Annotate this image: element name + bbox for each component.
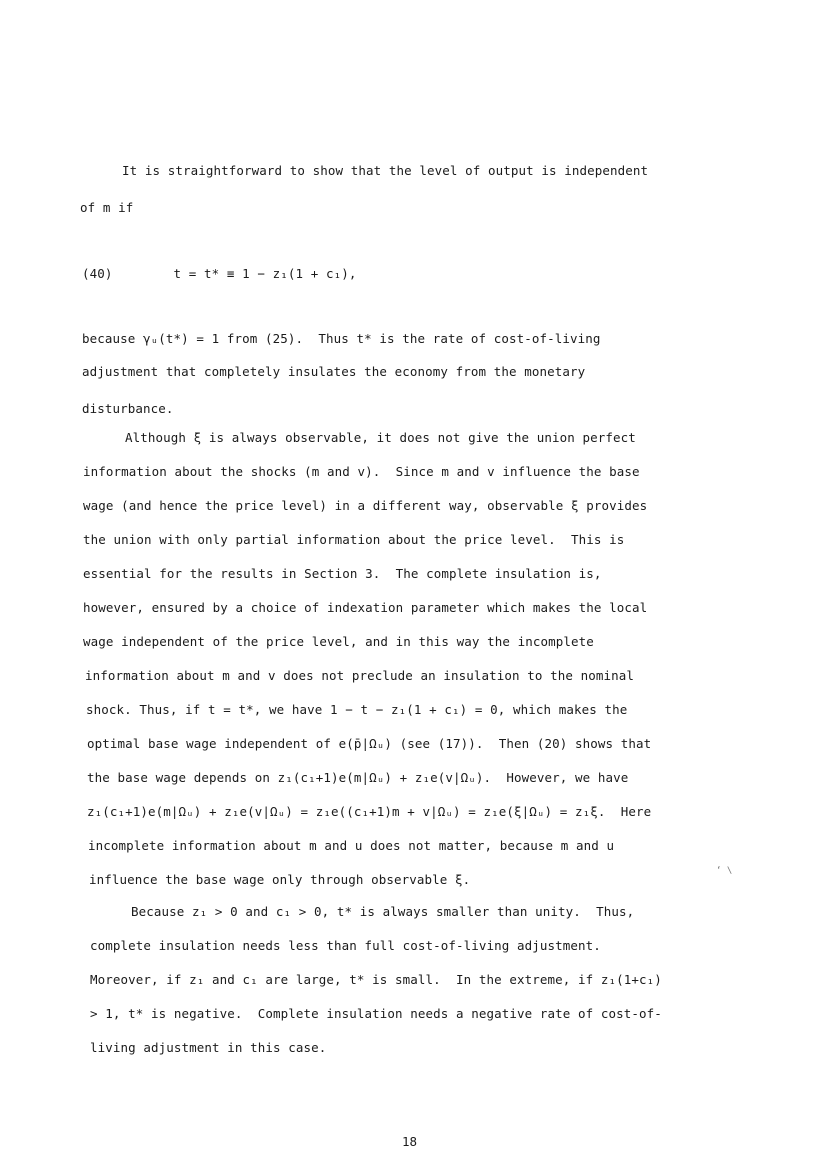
text-line: because γᵤ(t*) = 1 from (25). Thus t* is the rate of cost-of-living	[82, 331, 601, 346]
text-line: z₁(c₁+1)e(m|Ωᵤ) + z₁e(v|Ωᵤ) = z₁e((c₁+1)m + v|Ωᵤ) = z₁e(ξ|Ωᵤ) = z₁ξ. Here	[87, 804, 652, 819]
text-line: of m if	[80, 200, 134, 215]
text-line: wage (and hence the price level) in a different way, observable ξ provides	[83, 498, 648, 513]
text-line: adjustment that completely insulates the economy from the monetary	[82, 364, 586, 379]
text-line: the union with only partial information about the price level. This is	[83, 532, 625, 547]
text-line: optimal base wage independent of e(p̄|Ωᵤ) (see (17)). Then (20) shows that	[87, 736, 652, 751]
text-line: Although ξ is always observable, it does not give the union perfect	[125, 430, 636, 445]
text-line: Moreover, if z₁ and c₁ are large, t* is small. In the extreme, if z₁(1+c₁)	[90, 972, 662, 987]
page-number: 18	[402, 1134, 418, 1149]
text-line: living adjustment in this case.	[90, 1040, 327, 1055]
text-line: It is straightforward to show that the level of output is independent	[122, 163, 649, 178]
margin-mark: ‘ \	[716, 866, 733, 876]
text-line: disturbance.	[82, 401, 174, 416]
text-line: the base wage depends on z₁(c₁+1)e(m|Ωᵤ) + z₁e(v|Ωᵤ). However, we have	[87, 770, 629, 785]
text-line: > 1, t* is negative. Complete insulation needs a negative rate of cost-of-	[90, 1006, 662, 1021]
text-line: complete insulation needs less than full cost-of-living adjustment.	[90, 938, 601, 953]
text-line: wage independent of the price level, and in this way the incomplete	[83, 634, 594, 649]
text-line: however, ensured by a choice of indexation parameter which makes the local	[83, 600, 648, 615]
text-line: information about m and v does not preclude an insulation to the nominal	[85, 668, 635, 683]
text-line: incomplete information about m and u does not matter, because m and u	[88, 838, 615, 853]
text-line: information about the shocks (m and v). Since m and v influence the base	[83, 464, 640, 479]
text-line: essential for the results in Section 3. The complete insulation is,	[83, 566, 602, 581]
text-line: Because z₁ > 0 and c₁ > 0, t* is always smaller than unity. Thus,	[131, 904, 635, 919]
text-line: influence the base wage only through observable ξ.	[89, 872, 471, 887]
text-line: shock. Thus, if t = t*, we have 1 − t − z₁(1 + c₁) = 0, which makes the	[86, 702, 628, 717]
equation-40: (40) t = t* ≡ 1 − z₁(1 + c₁),	[82, 266, 357, 281]
